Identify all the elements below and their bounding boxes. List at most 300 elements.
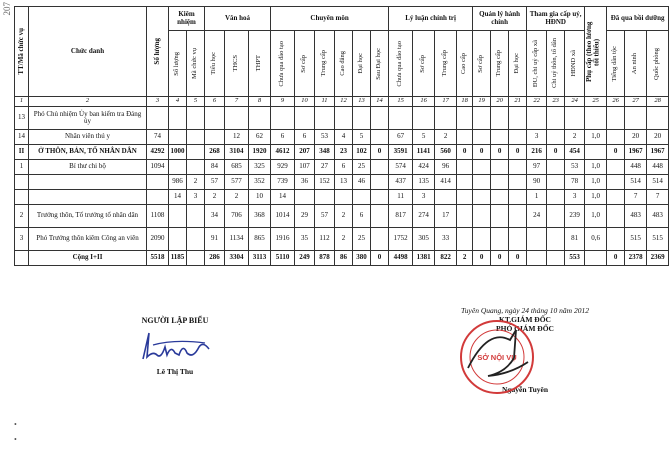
header-council-party: ĐU, chi uỷ cấp xã [527, 31, 547, 97]
position-cell: Cộng I+II [29, 251, 147, 266]
header-professional: Chuyên môn [271, 7, 389, 31]
table-cell [315, 107, 335, 130]
table-cell: 34 [205, 205, 225, 228]
table-cell: 3104 [225, 145, 249, 160]
header-pol-elementary: Sơ cấp [413, 31, 435, 97]
table-cell: 986 [169, 175, 187, 190]
table-cell [625, 107, 647, 130]
table-cell [147, 190, 169, 205]
header-total: Số lượng [147, 7, 169, 97]
table-cell: 0 [457, 145, 473, 160]
table-cell [353, 107, 371, 130]
table-cell: 1,0 [585, 190, 607, 205]
table-cell [607, 107, 625, 130]
table-cell: 11 [389, 190, 413, 205]
table-cell: 5 [413, 130, 435, 145]
position-cell: Phó Trưởng thôn kiêm Công an viên [29, 228, 147, 251]
table-cell: 2 [335, 228, 353, 251]
table-cell: 2 [565, 130, 585, 145]
table-cell: 6 [353, 205, 371, 228]
column-number-cell: 1 [15, 97, 29, 107]
table-row [15, 228, 669, 251]
table-cell: 24 [527, 205, 547, 228]
header-intermediate: Trung cấp [315, 31, 335, 97]
approver-name: Nguyễn Tuyên [501, 385, 549, 394]
table-cell: 2369 [647, 251, 669, 266]
table-cell [205, 130, 225, 145]
column-number-cell: 14 [371, 97, 389, 107]
column-number-cell: 13 [353, 97, 371, 107]
table-cell: 515 [625, 228, 647, 251]
table-cell [187, 130, 205, 145]
table-cell: 107 [295, 160, 315, 175]
table-cell: 78 [565, 175, 585, 190]
place-date: Tuyên Quang, ngày 24 tháng 10 năm 2012 [461, 306, 589, 315]
table-cell: 27 [315, 160, 335, 175]
table-cell: 1967 [625, 145, 647, 160]
table-cell [547, 175, 565, 190]
table-cell [435, 190, 457, 205]
table-cell: 515 [647, 228, 669, 251]
table-cell [491, 107, 509, 130]
table-cell: 4 [335, 130, 353, 145]
table-cell: 2 [187, 175, 205, 190]
table-cell: 325 [249, 160, 271, 175]
preparer-signature-block [120, 316, 230, 376]
table-cell: 36 [295, 175, 315, 190]
table-cell: 35 [295, 228, 315, 251]
table-cell: 29 [295, 205, 315, 228]
table-cell [509, 130, 527, 145]
table-row [15, 175, 669, 190]
table-cell: 20 [647, 130, 669, 145]
table-cell: 3 [15, 228, 29, 251]
table-cell: 286 [205, 251, 225, 266]
header-postgraduate: Sau Đại học [371, 31, 389, 97]
table-cell [547, 160, 565, 175]
svg-text:SỞ NỘI VỤ: SỞ NỘI VỤ [477, 353, 517, 362]
table-cell [607, 160, 625, 175]
table-cell: 1381 [413, 251, 435, 266]
table-cell [509, 160, 527, 175]
column-number-cell: 11 [315, 97, 335, 107]
table-cell [547, 190, 565, 205]
table-cell [457, 107, 473, 130]
table-cell: 2 [225, 190, 249, 205]
header-pol-untrained: Chưa qua đào tạo [389, 31, 413, 97]
column-number-cell: 16 [413, 97, 435, 107]
table-cell: 1094 [147, 160, 169, 175]
column-number-cell: 10 [295, 97, 315, 107]
table-cell: 239 [565, 205, 585, 228]
table-body [15, 107, 669, 266]
column-number-cell: 19 [473, 97, 491, 107]
position-cell [29, 175, 147, 190]
table-cell [509, 107, 527, 130]
table-cell: 483 [625, 205, 647, 228]
header-pol-intermediate: Trung cấp [435, 31, 457, 97]
header-defense: Quốc phòng [647, 31, 669, 97]
position-cell: Phó Chủ nhiệm Ủy ban kiểm tra Đảng ủy [29, 107, 147, 130]
preparer-name: Lê Thị Thu [156, 367, 194, 376]
table-cell [473, 228, 491, 251]
table-cell: 0 [371, 251, 389, 266]
table-cell: 0 [607, 145, 625, 160]
header-adm-intermediate: Trung cấp [491, 31, 509, 97]
table-cell [295, 190, 315, 205]
header-security: An ninh [625, 31, 647, 97]
header-council-village: Chi uỷ thôn, tổ dân [547, 31, 565, 97]
table-cell: 102 [353, 145, 371, 160]
header-untrained: Chưa qua đào tạo [271, 31, 295, 97]
table-cell [371, 175, 389, 190]
table-cell [509, 175, 527, 190]
table-cell: 3 [413, 190, 435, 205]
table-cell [295, 107, 315, 130]
column-number-cell: 9 [271, 97, 295, 107]
column-number-cell: 8 [249, 97, 271, 107]
table-cell: 0 [509, 145, 527, 160]
table-cell: 81 [565, 228, 585, 251]
table-cell [371, 228, 389, 251]
table-cell: 2 [435, 130, 457, 145]
table-cell: 268 [205, 145, 225, 160]
preparer-title: NGƯỜI LẬP BIỂU [141, 316, 209, 325]
table-cell [187, 145, 205, 160]
table-cell [169, 228, 187, 251]
table-cell: 424 [413, 160, 435, 175]
header-position: Chức danh [29, 7, 147, 97]
table-row [15, 205, 669, 228]
table-cell: 380 [353, 251, 371, 266]
table-cell [509, 228, 527, 251]
table-cell [187, 251, 205, 266]
position-cell: Nhân viên thú y [29, 130, 147, 145]
table-cell [585, 251, 607, 266]
table-cell: 4292 [147, 145, 169, 160]
table-cell: 454 [565, 145, 585, 160]
approver-line1: KT.GIÁM ĐỐC [499, 315, 551, 324]
table-cell [371, 130, 389, 145]
table-cell [547, 228, 565, 251]
column-number-cell: 6 [205, 97, 225, 107]
table-cell: 7 [625, 190, 647, 205]
table-cell: 20 [625, 130, 647, 145]
table-cell [491, 175, 509, 190]
table-row [15, 130, 669, 145]
table-cell: 90 [527, 175, 547, 190]
table-cell [607, 130, 625, 145]
table-cell: 739 [271, 175, 295, 190]
table-cell: 577 [225, 175, 249, 190]
table-cell: 23 [335, 145, 353, 160]
table-cell: 5518 [147, 251, 169, 266]
table-cell: 25 [353, 160, 371, 175]
table-cell: 3 [527, 130, 547, 145]
table-cell: 10 [249, 190, 271, 205]
table-cell [371, 205, 389, 228]
table-cell: 46 [353, 175, 371, 190]
table-cell [547, 251, 565, 266]
column-number-cell: 2 [29, 97, 147, 107]
table-cell [527, 251, 547, 266]
table-cell [473, 205, 491, 228]
header-council-hdnd: HĐND xã [565, 31, 585, 97]
header-allowance: Phụ cấp (theo lương tối thiểu) [585, 7, 607, 97]
table-cell [527, 228, 547, 251]
table-cell [509, 190, 527, 205]
header-admin: Quản lý hành chính [473, 7, 527, 31]
column-number-cell: 7 [225, 97, 249, 107]
header-lower-secondary: THCS [225, 31, 249, 97]
table-row [15, 145, 669, 160]
position-cell: Ở THÔN, BẢN, TỔ NHÂN DÂN [29, 145, 147, 160]
preparer-signature [135, 325, 215, 367]
table-cell: 483 [647, 205, 669, 228]
table-cell [205, 107, 225, 130]
header-concurrent-code: Mã chức vụ [187, 31, 205, 97]
table-cell [413, 107, 435, 130]
table-cell [187, 205, 205, 228]
table-cell: 878 [315, 251, 335, 266]
table-cell: 3304 [225, 251, 249, 266]
column-number-cell: 25 [585, 97, 607, 107]
table-cell [457, 130, 473, 145]
column-number-cell: 17 [435, 97, 457, 107]
table-cell [271, 107, 295, 130]
column-number-row [15, 97, 669, 107]
table-cell: 4498 [389, 251, 413, 266]
table-cell: 53 [315, 130, 335, 145]
column-number-cell: 4 [169, 97, 187, 107]
table-cell: 0 [607, 251, 625, 266]
table-cell: 17 [435, 205, 457, 228]
table-cell [457, 160, 473, 175]
table-cell [607, 228, 625, 251]
table-cell: 348 [315, 145, 335, 160]
header-primary: Tiểu học [205, 31, 225, 97]
header-adm-elementary: Sơ cấp [473, 31, 491, 97]
header-elementary: Sơ cấp [295, 31, 315, 97]
table-cell: 3 [187, 190, 205, 205]
table-cell [547, 205, 565, 228]
table-cell [527, 107, 547, 130]
table-cell: 1967 [647, 145, 669, 160]
table-cell: 86 [335, 251, 353, 266]
table-cell: 4612 [271, 145, 295, 160]
table-cell: 0 [491, 145, 509, 160]
table-cell [147, 175, 169, 190]
table-cell [353, 190, 371, 205]
table-cell: 14 [271, 190, 295, 205]
table-cell: 1141 [413, 145, 435, 160]
table-cell: 6 [335, 160, 353, 175]
column-number-cell: 21 [509, 97, 527, 107]
table-cell [371, 190, 389, 205]
table-cell: 207 [295, 145, 315, 160]
table-cell: 817 [389, 205, 413, 228]
table-cell [491, 205, 509, 228]
table-cell: 5110 [271, 251, 295, 266]
table-cell: 448 [625, 160, 647, 175]
table-cell [547, 107, 565, 130]
table-cell [389, 107, 413, 130]
table-cell [491, 130, 509, 145]
table-cell: 5 [353, 130, 371, 145]
table-cell: 6 [295, 130, 315, 145]
table-cell: 25 [353, 228, 371, 251]
table-cell: 2 [335, 205, 353, 228]
table-cell [371, 160, 389, 175]
table-cell: 368 [249, 205, 271, 228]
table-cell: 1185 [169, 251, 187, 266]
table-cell [607, 190, 625, 205]
table-cell [473, 175, 491, 190]
table-cell [585, 107, 607, 130]
table-cell: 685 [225, 160, 249, 175]
column-number-cell: 12 [335, 97, 353, 107]
table-cell: 57 [315, 205, 335, 228]
table-cell: 2378 [625, 251, 647, 266]
table-cell: 6 [271, 130, 295, 145]
table-cell [607, 175, 625, 190]
table-cell: 514 [625, 175, 647, 190]
table-cell: 1920 [249, 145, 271, 160]
table-cell [187, 160, 205, 175]
table-cell: 2 [205, 190, 225, 205]
table-cell [435, 107, 457, 130]
table-cell: 706 [225, 205, 249, 228]
table-cell [315, 190, 335, 205]
header-adm-university: Đại học [509, 31, 527, 97]
position-cell [29, 190, 147, 205]
table-cell: 1,0 [585, 130, 607, 145]
official-seal [458, 318, 536, 396]
header-university: Đại học [353, 31, 371, 97]
column-number-cell: 18 [457, 97, 473, 107]
table-cell [473, 190, 491, 205]
table-cell: 0 [371, 145, 389, 160]
table-cell: 33 [435, 228, 457, 251]
table-cell: 865 [249, 228, 271, 251]
position-cell: Bí thư chi bộ [29, 160, 147, 175]
table-cell: 448 [647, 160, 669, 175]
table-cell [169, 107, 187, 130]
table-cell [15, 175, 29, 190]
table-cell: 274 [413, 205, 435, 228]
table-cell: 13 [335, 175, 353, 190]
table-cell [473, 160, 491, 175]
table-cell: 152 [315, 175, 335, 190]
margin-marks: • • [14, 420, 17, 444]
table-cell: 53 [565, 160, 585, 175]
table-cell: 67 [389, 130, 413, 145]
table-cell: 249 [295, 251, 315, 266]
table-cell [187, 107, 205, 130]
table-cell: 1134 [225, 228, 249, 251]
table-cell: 929 [271, 160, 295, 175]
table-cell [473, 107, 491, 130]
table-cell [491, 190, 509, 205]
table-cell [225, 107, 249, 130]
column-number-cell: 22 [527, 97, 547, 107]
table-cell: 1 [527, 190, 547, 205]
table-cell: 822 [435, 251, 457, 266]
header-training: Đã qua bồi dưỡng [607, 7, 669, 31]
table-cell: 514 [647, 175, 669, 190]
column-number-cell: 15 [389, 97, 413, 107]
table-cell: 1 [15, 160, 29, 175]
table-cell: 14 [15, 130, 29, 145]
table-cell: 1,0 [585, 175, 607, 190]
table-row [15, 190, 669, 205]
table-cell: 0 [473, 145, 491, 160]
table-cell [147, 107, 169, 130]
table-cell: 0 [473, 251, 491, 266]
table-cell: 2 [457, 251, 473, 266]
table-cell: 57 [205, 175, 225, 190]
header-pol-advanced: Cao cấp [457, 31, 473, 97]
table-cell: 560 [435, 145, 457, 160]
table-cell: 112 [315, 228, 335, 251]
table-cell: 135 [413, 175, 435, 190]
statistics-table [14, 6, 669, 266]
table-cell: 1108 [147, 205, 169, 228]
table-cell [457, 190, 473, 205]
table-cell [335, 107, 353, 130]
position-cell: Trưởng thôn, Tổ trưởng tổ nhân dân [29, 205, 147, 228]
table-cell: 2 [15, 205, 29, 228]
table-row [15, 251, 669, 266]
table-cell: 437 [389, 175, 413, 190]
column-number-cell: 20 [491, 97, 509, 107]
table-cell: 0 [547, 145, 565, 160]
table-cell [565, 107, 585, 130]
header-politics: Lý luận chính trị [389, 7, 473, 31]
table-cell: 352 [249, 175, 271, 190]
table-cell: 3113 [249, 251, 271, 266]
table-cell [335, 190, 353, 205]
column-number-cell: 27 [625, 97, 647, 107]
table-cell [647, 107, 669, 130]
header-council: Tham gia cấp uỷ, HĐND [527, 7, 585, 31]
column-number-row [15, 97, 669, 107]
table-cell: 553 [565, 251, 585, 266]
table-cell [457, 205, 473, 228]
table-cell: 414 [435, 175, 457, 190]
table-cell [249, 107, 271, 130]
column-number-cell: 5 [187, 97, 205, 107]
table-cell [585, 145, 607, 160]
table-cell [169, 130, 187, 145]
table-cell: 74 [147, 130, 169, 145]
table-cell [473, 130, 491, 145]
column-number-cell: 23 [547, 97, 565, 107]
table-row [15, 160, 669, 175]
table-cell [371, 107, 389, 130]
table-cell: 84 [205, 160, 225, 175]
table-cell [15, 251, 29, 266]
table-cell: 0,6 [585, 228, 607, 251]
approver-line2: PHÓ GIÁM ĐỐC [496, 324, 554, 333]
table-row [15, 107, 669, 130]
header-concurrent: Kiêm nhiệm [169, 7, 205, 31]
table-cell [15, 190, 29, 205]
table-cell: 62 [249, 130, 271, 145]
column-number-cell: 3 [147, 97, 169, 107]
table-cell [457, 228, 473, 251]
table-cell: 305 [413, 228, 435, 251]
